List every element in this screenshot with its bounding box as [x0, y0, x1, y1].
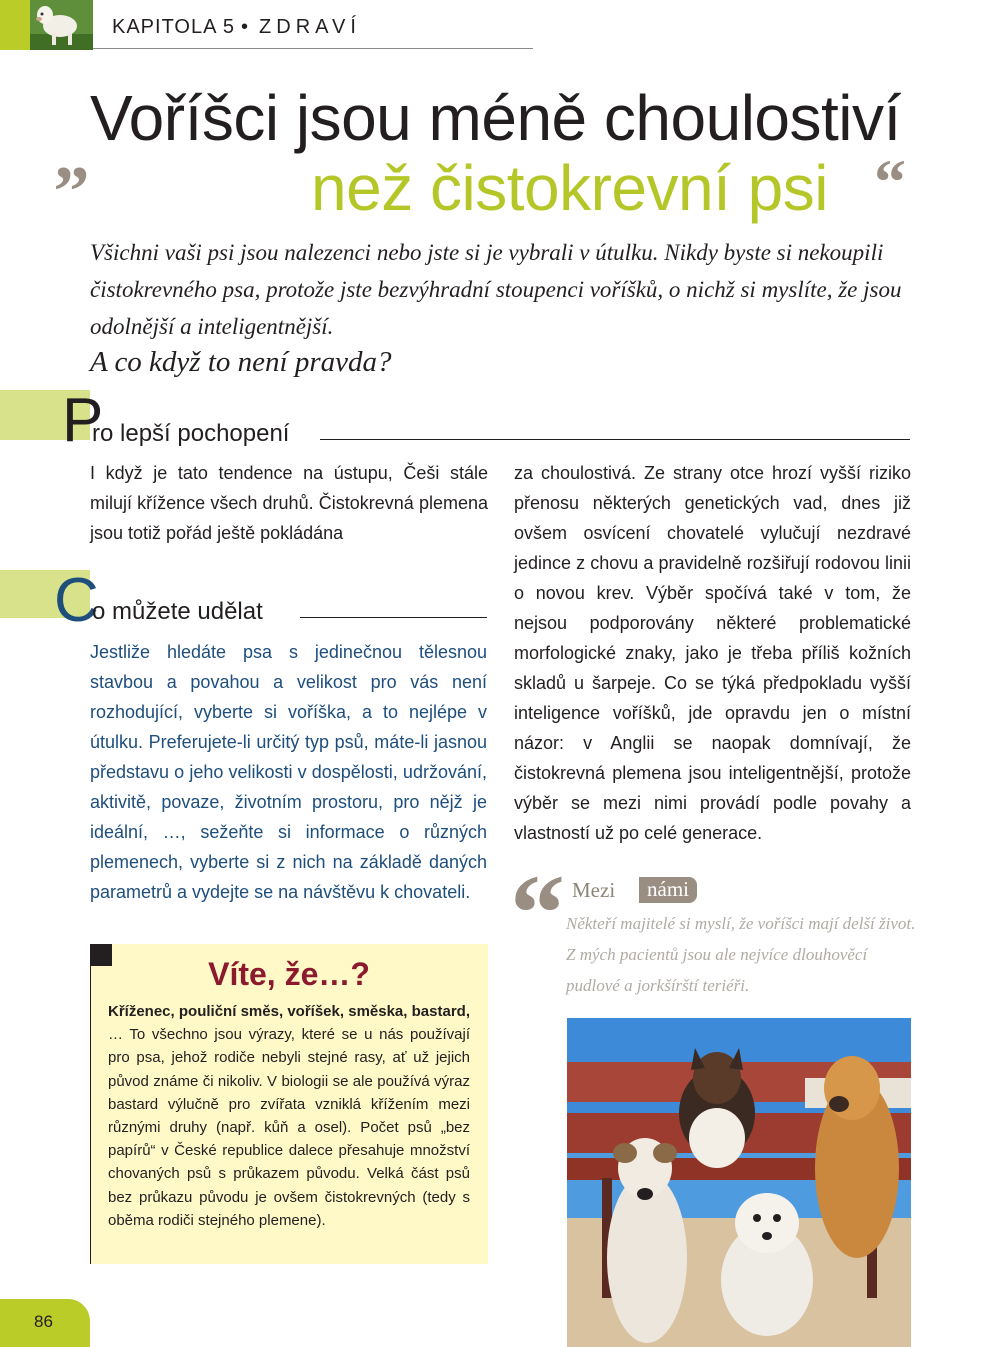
header-rule — [93, 48, 533, 49]
section2-text: Jestliže hledáte psa s jedinečnou tělesnou stavbou a povahou a velikost pro vás není rozhodující, vyberte si voříška, a to nejlépe v útulku. Preferujete-li určitý typ psů, máte-li jasnou představu o jeho velikosti v dospělosti, udržování, aktivitě, povaze, životním prostoru, pro nějž je ideální, …, sežeňte si informace o různých plemenech, vyberte si z nich na základě daných parametrů a vydejte se na návštěvu k chovateli. — [90, 642, 487, 902]
header-accent-bar — [0, 0, 30, 50]
page-number: 86 — [34, 1312, 53, 1331]
headline-line-2: než čistokrevní psi — [311, 152, 828, 224]
intro-question: A co když to není pravda? — [90, 346, 392, 378]
section2-rule — [300, 617, 487, 618]
section-label: ZDRAVÍ — [259, 16, 361, 38]
did-you-know-body: … To všechno jsou výrazy, které se u nás používají pro psa, jehož rodiče nebyli stejné rasy, ať už jejich původ známe či nikoliv. V biologii se ale používá výraz bastard výlučně pro zvířata vzniklá křížením mezi různými druhy (např. kůň a osel). Počet psů „bez papírů“ v České republice dalece přesahuje množství chovaných psů s průkazem původu. Velká část psů bez průkazu původu je ovšem čistokrevných (tedy s oběma rodiči stejného plemene). — [108, 1026, 470, 1229]
headline-close-quote: “ — [874, 146, 906, 217]
did-you-know-title: Víte, že…? — [208, 956, 370, 992]
header-dog-thumbnail — [30, 0, 93, 50]
section1-text-right: za choulostivá. Ze strany otce hrozí vyšší riziko přenosu některých genetických vad, dnes již ovšem osvícení chovatelé vylučují nezdravé jedince z chovu a pravidelně rozšiřují rodovou linii o novou krev. Výběr spočívá také v tom, že nejsou podporovány některé problematické morfologické znaky, jako je třeba příliš kožních skladů u šarpeje. Co se týká předpokladu vyšší inteligence voříšků, jde opravdu jen o místní názor: v Anglii se naopak domnívají, že čistokrevná plemena jsou inteligentnější, protože výběr se mezi nimi provádí podle povahy a vlastností už po celé generace. — [514, 463, 911, 843]
dogs-on-bench-photo — [567, 1018, 911, 1347]
section1-rule — [320, 439, 910, 440]
header-bullet: • — [241, 16, 250, 38]
section1-text-left: I když je tato tendence na ústupu, Češi stále milují křížence všech druhů. Čistokrevná plemena jsou totiž pořád ještě pokládána — [90, 463, 488, 543]
headline-line-1: Voříšci jsou méně choulostiví — [90, 82, 901, 154]
did-you-know-lead: Kříženec, pouliční směs, voříšek, směska, bastard, — [108, 1003, 470, 1020]
section1-drop-letter: P — [62, 386, 104, 455]
chapter-label: KAPITOLA 5 — [112, 16, 236, 38]
running-header — [112, 16, 361, 39]
quote-label-mezi: Mezi — [572, 878, 616, 902]
headline-open-quote: „ — [54, 114, 90, 194]
quote-label-nami: námi — [639, 877, 697, 903]
section1-title: ro lepší pochopení — [92, 420, 290, 447]
section2-drop-letter: C — [54, 566, 99, 635]
quote-text: Někteří majitelé si myslí, že voříšci mají delší život. Z mých pacientů jsou ale nejvíce dlouhověcí pudlové a jorkšírští teriéři. — [566, 914, 916, 995]
quote-mark-icon: “ — [510, 852, 565, 974]
section2-title: o můžete udělat — [92, 598, 263, 625]
did-you-know-text — [108, 1000, 470, 1232]
intro-paragraph: Všichni vaši psi jsou nalezenci nebo jste si je vybrali v útulku. Nikdy byste si nekoupili čistokrevného psa, protože jste bezvýhradní stoupenci voříšků, o nichž si myslíte, že jsou odolnější a inteligentnější. — [90, 240, 902, 339]
